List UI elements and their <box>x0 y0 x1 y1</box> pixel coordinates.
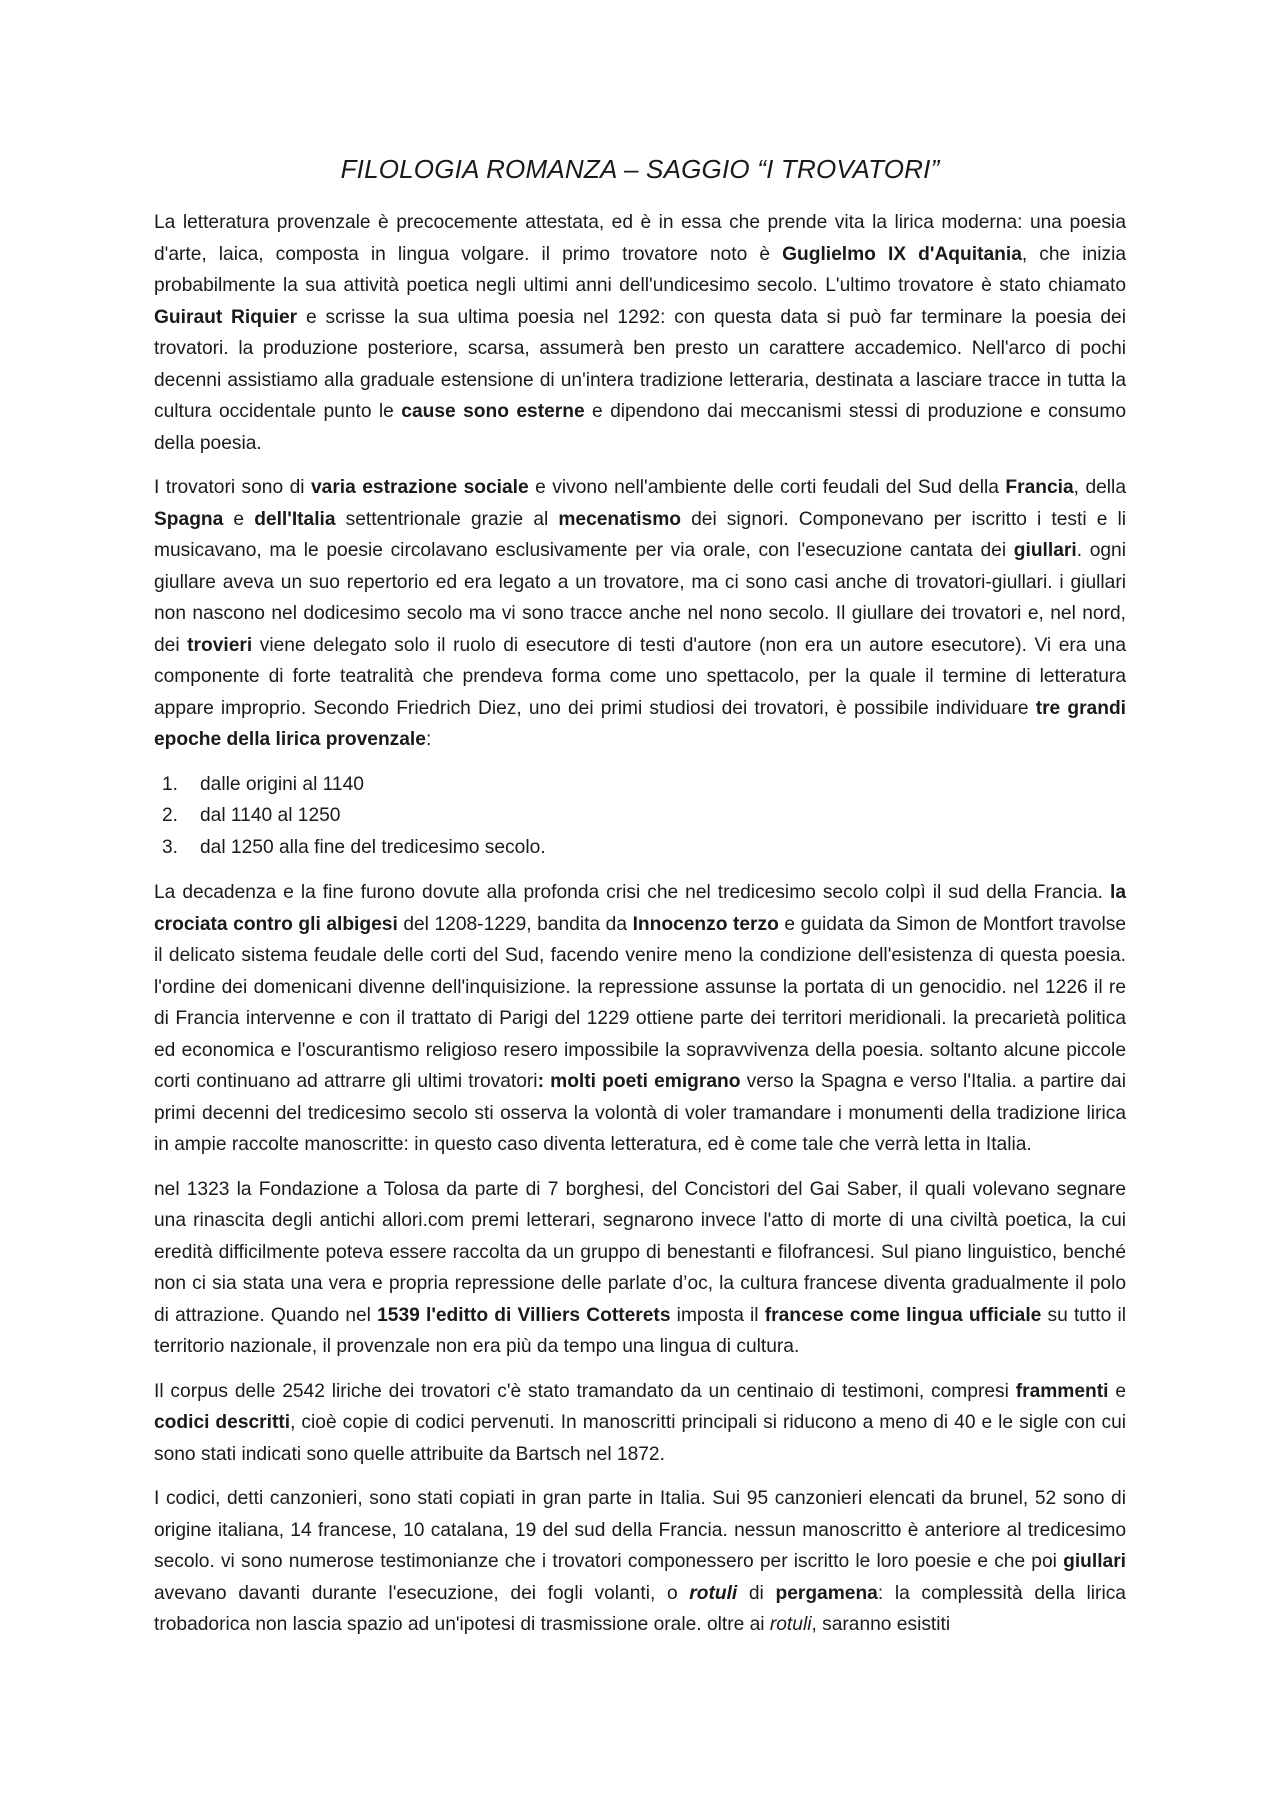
bold-text: Guiraut Riquier <box>154 306 298 328</box>
document-title: FILOLOGIA ROMANZA – SAGGIO “I TROVATORI” <box>340 154 940 184</box>
text-run: : la complessità della lirica trobadorica non lascia spazio ad un'ipotesi di trasmissione orale. oltre ai <box>154 1582 1126 1635</box>
bold-text: codici descritti <box>154 1412 291 1433</box>
bold-text: mecenatismo <box>558 508 681 530</box>
document-page <box>154 154 1126 1654</box>
text-run: imposta il <box>670 1304 765 1326</box>
text-run: : <box>425 729 432 750</box>
text-run: I trovatori sono di <box>154 477 311 498</box>
list-item <box>154 769 1126 801</box>
bold-text: tre grandi epoche della lirica provenzale <box>154 697 1126 750</box>
paragraph-decadenza <box>154 877 1126 1161</box>
italic-text: rotuli <box>769 1614 812 1635</box>
text-run: e dipendono dai meccanismi stessi di produzione e consumo della poesia. <box>154 401 1126 454</box>
text-run: e scrisse la sua ultima poesia nel 1292: con questa data si può far terminare la poesia dei trovatori. la produzione posteriore, scarsa, assumerà ben presto un carattere accademico. Nell'arco di pochi decenni assistiamo alla graduale estensione di un'intera tradizione letteraria, destinata a lasciare tracce in tutta la cultura occidentale punto le <box>154 306 1126 422</box>
paragraph-intro <box>154 207 1126 459</box>
emphasis-text: rotuli <box>689 1582 738 1604</box>
text-run: Il corpus delle 2542 liriche dei trovatori c'è stato tramandato da un centinaio di testimoni, compresi <box>154 1380 1016 1402</box>
text-run: avevano davanti durante l'esecuzione, dei fogli volanti, o <box>154 1582 690 1604</box>
text-run: , che inizia probabilmente la sua attività poetica negli ultimi anni dell'undicesimo secolo. L'ultimo trovatore è stato chiamato <box>154 243 1127 296</box>
list-item-number: 3. <box>162 836 179 858</box>
bold-text: francese come lingua ufficiale <box>764 1304 1042 1326</box>
bold-text: trovieri <box>187 634 253 656</box>
paragraph-trovatori <box>154 472 1126 756</box>
bold-text: giullari <box>1063 1551 1126 1572</box>
text-run: , cioè copie di codici pervenuti. In manoscritti principali si riducono a meno di 40 e le sigle con cui sono stati indicati sono quelle attribuite da Bartsch nel 1872. <box>154 1412 1127 1465</box>
bold-text: 1539 l'editto di Villiers Cotterets <box>377 1304 671 1326</box>
bold-text: : molti poeti emigrano <box>537 1071 741 1092</box>
list-item-text: dal 1140 al 1250 <box>200 805 341 826</box>
bold-text: Francia <box>1005 477 1074 498</box>
bold-text: cause sono esterne <box>401 401 585 422</box>
paragraph-tolosa <box>154 1174 1126 1363</box>
bold-text: giullari <box>1013 540 1077 561</box>
list-item <box>154 800 1126 832</box>
text-run: La decadenza e la fine furono dovute alla profonda crisi che nel tredicesimo secolo colpì il sud della Francia. <box>154 882 1110 903</box>
bold-text: frammenti <box>1015 1380 1109 1402</box>
text-run: verso la Spagna e verso l'Italia. a partire dai primi decenni del tredicesimo secolo sti osserva la volontà di voler tramandare i monumenti della tradizione lirica in ampie raccolte manoscritte: in questo caso diventa letteratura, ed è come tale che verrà letta in Italia. <box>154 1071 1126 1155</box>
text-run: , della <box>1073 477 1126 498</box>
bold-text: Innocenzo terzo <box>632 913 779 935</box>
text-run: , saranno esistiti <box>811 1614 951 1635</box>
text-run: nel 1323 la Fondazione a Tolosa da parte di 7 borghesi, del Concistori del Gai Saber, il quali volevano segnare una rinascita degli antichi allori.com premi letterari, segnarono invece l'atto di morte di una civiltà poetica, la cui eredità difficilmente poteva essere raccolta da un gruppo di benestanti e filofrancesi. Sul piano linguistico, benché non ci sia stata una vera e propria repressione delle parlate d’oc, la cultura francese diventa gradualmente il polo di attrazione. Quando nel <box>154 1178 1126 1326</box>
list-item-number: 1. <box>162 773 179 795</box>
list-item-number: 2. <box>162 805 179 826</box>
text-run: La letteratura provenzale è precocemente attestata, ed è in essa che prende vita la lirica moderna: una poesia d'arte, laica, composta in lingua volgare. il primo trovatore noto è <box>154 212 1126 265</box>
text-run: e vivono nell'ambiente delle corti feudali del Sud della <box>528 477 1006 498</box>
text-run: di <box>737 1582 776 1604</box>
bold-text: varia estrazione sociale <box>311 477 529 498</box>
text-run: e <box>223 508 255 530</box>
bold-text: Spagna <box>154 508 224 530</box>
text-run: settentrionale grazie al <box>335 508 559 530</box>
paragraph-corpus <box>154 1376 1126 1471</box>
text-run: e guidata da Simon de Montfort travolse il delicato sistema feudale delle corti del Sud, facendo venire meno la condizione dell'esistenza di questa poesia. l'ordine dei domenicani divenne dell'inquisizione. la repressione assunse la portata di un genocidio. nel 1226 il re di Francia intervenne e con il trattato di Parigi del 1229 ottiene parte dei territori meridionali. la precarietà politica ed economica e l'oscurantismo religioso resero impossibile la sopravvivenza della poesia. soltanto alcune piccole corti continuano ad attrarre gli ultimi trovatori <box>154 913 1126 1092</box>
bold-text: la crociata contro gli albigesi <box>154 882 1126 935</box>
text-run: del 1208-1229, bandita da <box>397 913 633 935</box>
list-item <box>154 832 1126 864</box>
epochs-list <box>154 769 1126 864</box>
text-run: I codici, detti canzonieri, sono stati copiati in gran parte in Italia. Sui 95 canzonieri elencati da brunel, 52 sono di origine italiana, 14 francese, 10 catalana, 19 del sud della Francia. nessun manoscritto è anteriore al tredicesimo secolo. vi sono numerose testimonianze che i trovatori componessero per iscritto le loro poesie e che poi <box>154 1488 1126 1572</box>
text-run: e <box>1108 1380 1126 1402</box>
text-run: . ogni giullare aveva un suo repertorio ed era legato a un trovatore, ma ci sono casi anche di trovatori-giullari. i giullari non nascono nel dodicesimo secolo ma vi sono tracce anche nel nono secolo. Il giullare dei trovatori e, nel nord, dei <box>154 540 1126 656</box>
text-run: viene delegato solo il ruolo di esecutore di testi d'autore (non era un autore esecutore). Vi era una componente di forte teatralità che prendeva forma come uno spettacolo, per la quale il termine di letteratura appare improprio. Secondo Friedrich Diez, uno dei primi studiosi dei trovatori, è possibile individuare <box>154 634 1126 719</box>
list-item-text: dalle origini al 1140 <box>200 773 364 795</box>
list-item-text: dal 1250 alla fine del tredicesimo secolo. <box>200 836 546 858</box>
text-run: dei signori. Componevano per iscritto i testi e li musicavano, ma le poesie circolavano esclusivamente per via orale, con l'esecuzione cantata dei <box>154 508 1127 561</box>
text-run: su tutto il territorio nazionale, il provenzale non era più da tempo una lingua di cultura. <box>154 1304 1126 1357</box>
paragraph-codici <box>154 1483 1126 1641</box>
bold-text: Guglielmo IX d'Aquitania <box>782 243 1022 265</box>
bold-text: pergamena <box>775 1582 878 1604</box>
bold-text: dell'Italia <box>254 508 336 530</box>
